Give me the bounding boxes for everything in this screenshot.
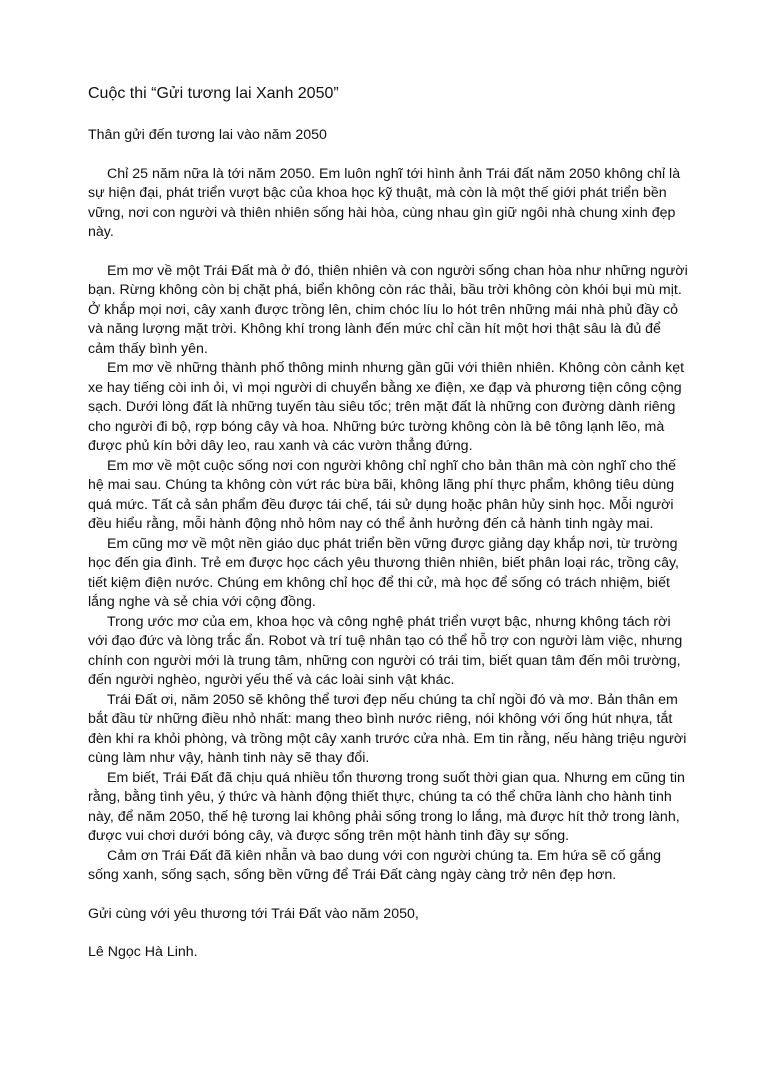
- paragraph-small-actions: Trái Đất ơi, năm 2050 sẽ không thể tươi đẹp nếu chúng ta chỉ ngồi đó và mơ. Bản thân em bắt đầu từ những điều nhỏ nhất: mang theo bình nước riêng, nói không với ống hút nhựa, tắt đèn khi ra khỏi phòng, và trồng một cây xanh trước cửa nhà. Em tin rằng, nếu hàng triệu người cùng làm như vậy, hành tinh này sẽ thay đổi.: [88, 691, 687, 766]
- letter-document: [88, 84, 688, 963]
- paragraph-healing: Em biết, Trái Đất đã chịu quá nhiều tổn thương trong suốt thời gian qua. Nhưng em cũng tin rằng, bằng tình yêu, ý thức và hành động thiết thực, chúng ta có thể chữa lành cho hành tinh này, để năm 2050, thế hệ tương lai không phải sống trong lo lắng, mà được hít thở trong lành, được vui chơi dưới bóng cây, và được sống trên một hành tinh đầy sự sống.: [88, 769, 685, 844]
- paragraph-future-generations: Em mơ về một cuộc sống nơi con người không chỉ nghĩ cho bản thân mà còn nghĩ cho thế hệ mai sau. Chúng ta không còn vứt rác bừa bãi, không lãng phí thực phẩm, không tiêu dùng quá mức. Tất cả sản phẩm đều được tái chế, tái sử dụng hoặc phân hủy sinh học. Mỗi người đều hiểu rằng, mỗi hành động nhỏ hôm nay có thể ảnh hưởng đến cả hành tinh ngày mai.: [88, 457, 676, 532]
- paragraph-nature: Em mơ về một Trái Đất mà ở đó, thiên nhiên và con người sống chan hòa như những người bạn. Rừng không còn bị chặt phá, biển không còn rác thải, bầu trời không còn khói bụi mù mịt. Ở khắp mọi nơi, cây xanh được trồng lên, chim chóc líu lo hót trên những mái nhà phủ đầy cỏ và năng lượng mặt trời. Không khí trong lành đến mức chỉ cần hít một hơi thật sâu là đủ để cảm thấy bình yên.: [88, 262, 688, 357]
- contest-title: Cuộc thi “Gửi tương lai Xanh 2050”: [88, 85, 339, 102]
- paragraph-smart-cities: Em mơ về những thành phố thông minh nhưng gần gũi với thiên nhiên. Không còn cảnh kẹt xe hay tiếng còi inh ỏi, vì mọi người di chuyển bằng xe điện, xe đạp và phương tiện công cộng sạch. Dưới lòng đất là những tuyến tàu siêu tốc; trên mặt đất là những con đường dành riêng cho người đi bộ, rợp bóng cây và hoa. Những bức tường không còn là bê tông lạnh lẽo, mà được phủ kín bởi dây leo, rau xanh và các vườn thẳng đứng.: [88, 360, 685, 454]
- paragraph-education: Em cũng mơ về một nền giáo dục phát triển bền vững được giảng dạy khắp nơi, từ trường học đến gia đình. Trẻ em được học cách yêu thương thiên nhiên, biết phân loại rác, trồng cây, tiết kiệm điện nước. Chúng em không chỉ học để thi cử, mà học để sống có trách nhiệm, biết lắng nghe và sẻ chia với cộng đồng.: [88, 535, 680, 610]
- paragraph-intro: Chỉ 25 năm nữa là tới năm 2050. Em luôn nghĩ tới hình ảnh Trái đất năm 2050 không chỉ là sự hiện đại, phát triển vượt bậc của khoa học kỹ thuật, mà còn là một thế giới phát triển bền vững, nơi con người và thiên nhiên sống hài hòa, cùng nhau gìn giữ ngôi nhà chung xinh đẹp này.: [88, 165, 681, 240]
- letter-signature: Lê Ngọc Hà Linh.: [88, 944, 198, 960]
- paragraph-technology: Trong ước mơ của em, khoa học và công nghệ phát triển vượt bậc, nhưng không tách rời với đạo đức và lòng trắc ẩn. Robot và trí tuệ nhân tạo có thể hỗ trợ con người làm việc, nhưng chính con người mới là trung tâm, những con người có trái tim, biết quan tâm đến môi trường, đến người nghèo, người yếu thế và các loài sinh vật khác.: [88, 613, 683, 688]
- letter-closing: Gửi cùng với yêu thương tới Trái Đất vào năm 2050,: [88, 905, 419, 922]
- paragraph-gratitude: Cảm ơn Trái Đất đã kiên nhẫn và bao dung với con người chúng ta. Em hứa sẽ cố gắng sống xanh, sống sạch, sống bền vững để Trái Đất càng ngày càng trở nên đẹp hơn.: [88, 847, 662, 883]
- letter-salutation: Thân gửi đến tương lai vào năm 2050: [88, 127, 327, 143]
